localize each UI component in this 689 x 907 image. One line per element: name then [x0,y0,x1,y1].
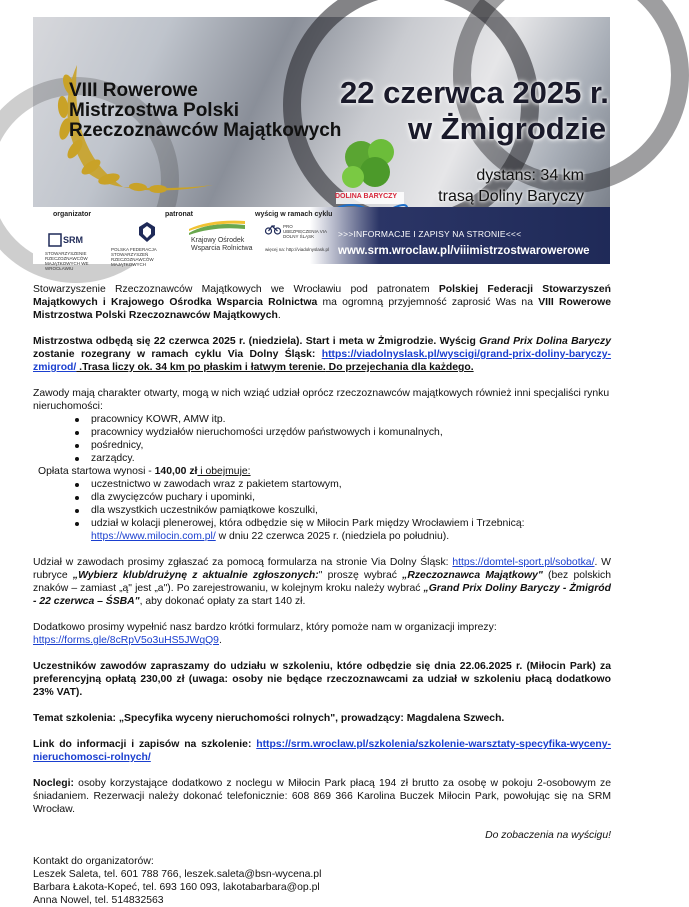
pfsrm-logo-icon [137,221,157,243]
srm-logo-icon [47,231,95,249]
form-text: . [218,635,222,646]
invitation-body [33,283,611,907]
via-logo-text: PRO UBEZPIECZENIA VIA DOLNY ŚLĄSK [283,224,327,239]
club-field-name: „Wybierz klub/drużynę z aktualnie zgłoszonych: [72,570,319,581]
distance-line2: trasą Doliny Baryczy [438,188,584,205]
intro-paragraph [33,283,611,322]
route-for-everyone: Do przejechania dla każdego. [325,362,474,373]
pfsrm-logo-text: POLSKA FEDERACJA STOWARZYSZEŃ RZECZOZNAWCÓW MAJĄTKOWYCH [111,247,157,267]
kowr-logo-text2: Wsparcia Rolnictwa [191,245,253,252]
race-series-label: wyścig w ramach cyklu [255,211,333,218]
race-text: zostanie rozegrany w ramach cyklu Via Dolny Śląsk: [33,349,322,360]
distance-info [438,165,584,207]
sponsor-strip [33,207,610,271]
open-intro: Zawody mają charakter otwarty, mogą w nich wziąć udział oprócz rzeczoznawców majątkowych również inni specjaliści rynku nieruchomości: [33,388,610,412]
kowr-logo-icon [189,221,245,235]
race-text: Mistrzostwa odbędą się 22 czerwca 2025 r. (niedziela). Start i meta w Żmigrodzie. Wyścig [33,336,480,347]
kowr-logo-text1: Krajowy Ośrodek [191,237,245,244]
fee-line [33,465,611,478]
event-date: 22 czerwca 2025 r. [340,75,609,110]
fee-text: Opłata startowa wynosi - [38,466,155,477]
training-link[interactable]: https://srm.wroclaw.pl/szkolenia/szkolenie-warsztaty-specyfika-wyceny-nieruchomosci-rolnych/ [33,739,611,763]
fee-amount: 140,00 zł [154,466,198,477]
form-text: Dodatkowo prosimy wypełnić nasz bardzo krótki formularz, który pomoże nam w organizacji imprezy: [33,622,497,633]
list-item: pracownicy KOWR, AMW itp. [33,413,611,426]
list-item: uczestnictwo w zawodach wraz z pakietem startowym, [33,478,611,491]
training-link-label: Link do informacji i zapisów na szkolenie: [33,739,257,750]
form-paragraph [33,621,611,647]
list-item: dla wszystkich uczestników pamiątkowe koszulki, [33,504,611,517]
patronage-label: patronat [165,211,193,218]
organizer-label: organizator [53,211,92,218]
srm-logo-text: STOWARZYSZENIE RZECZOZNAWCÓW MAJĄTKOWYCH WE WROCŁAWIU [45,251,89,271]
milocin-link[interactable]: https://www.milocin.com.pl/ [91,531,216,542]
via-url-text: więcej na: http://viadolnyslask.pl [265,247,330,252]
training-paragraph: Uczestników zawodów zapraszamy do udziału w szkoleniu, które odbędzie się dnia 22.06.2025 r. (Miłocin Park) za preferencyjną opłatą 230,00 zł (uwaga: osoby nie będące rzeczoznawcami za udział w szkoleniu płacą dodatkowo 23% VAT). [33,661,611,698]
intro-patrons: Polskiej Federacji Stowarzyszeń Majątkowych i Krajowego Ośrodka Wsparcia Rolnictwa [33,284,611,308]
contact-line: Barbara Łakota-Kopeć, tel. 693 160 093, lakotabarbara@op.pl [33,882,320,893]
dolina-baryczy-logo [331,132,409,216]
distance-line1: dystans: 34 km [476,167,584,184]
list-item: dla zwycięzców puchary i upominki, [33,491,611,504]
info-signup-line: >>>INFORMACJE I ZAPISY NA STRONIE<<< [338,229,522,239]
signup-text: . W rubryce [33,557,611,581]
intro-event-name: VIII Rowerowe Mistrzostwa Polski Rzeczoznawców Majątkowych [33,297,611,321]
signup-text: Udział w zawodach prosimy zgłaszać za pomocą formularza na stronie Via Dolny Śląsk: [33,557,453,568]
svg-text:SRM: SRM [63,235,83,245]
list-item: pośrednicy, [33,439,611,452]
event-banner [33,17,610,271]
participants-list [33,413,611,465]
list-item [33,517,611,543]
fee-includes-list [33,478,611,543]
training-topic: Temat szkolenia: „Specyfika wyceny nieruchomości rolnych", prowadzący: Magdalena Szwech. [33,713,505,724]
lodging-paragraph [33,777,611,816]
google-form-link[interactable]: https://forms.gle/8cRpV5o3uHS5JWqQ9 [33,635,219,646]
dinner-date: w dniu 22 czerwca 2025 r. (niedziela po południu). [215,531,450,542]
list-item: pracownicy wydziałów nieruchomości urzędów państwowych i komunalnych, [33,426,611,439]
list-item: zarządcy. [33,452,611,465]
signup-text: , aby dokonać opłaty za start 140 zł. [139,596,306,607]
event-title-line1: VIII Rowerowe [69,80,198,101]
event-title-line2: Mistrzostwa Polski [69,100,239,121]
fee-includes: i obejmuje: [197,466,251,477]
lodging-text: osoby korzystające dodatkowo z noclegu w Miłocin Park płacą 194 zł brutto za osobę w pokoju 2-osobowym ze śniadaniem. Rezerwacji należy dokonać telefonicznie: 608 869 366 Karolina Buczek Miłocin Park, powołując się na SRM Wrocław. [33,778,611,815]
intro-text: Stowarzyszenie Rzeczoznawców Majątkowych we Wrocławiu pod patronatem [33,284,439,295]
route-info: .Trasa liczy ok. 34 km po płaskim i łatwym terenie. [76,362,326,373]
event-title-line3: Rzeczoznawców Majątkowych [69,120,342,141]
dolina-baryczy-logo-text: DOLINA BARYCZY [335,193,398,200]
signup-paragraph [33,556,611,608]
intro-text: . [277,310,281,321]
contact-heading: Kontakt do organizatorów: [33,856,154,867]
training-link-paragraph [33,738,611,764]
closing-line: Do zobaczenia na wyścigu! [485,830,611,841]
intro-text: ma ogromną przyjemność zaprosić Was na [317,297,539,308]
bicycle-icon [265,223,281,235]
club-value: „Rzeczoznawca Majątkowy" [402,570,543,581]
race-name: Grand Prix Dolina Baryczy [479,336,611,347]
event-location: w Żmigrodzie [408,111,607,146]
signup-text: (bez polskich znaków – zamiast „ą" jest „a"). Po zarejestrowaniu, w kolejnym kroku należy wybrać [33,570,611,594]
contact-line: Leszek Saleta, tel. 601 788 766, leszek.saleta@bsn-wycena.pl [33,869,322,880]
race-paragraph [33,335,611,374]
lodging-label: Noclegi: [33,778,74,789]
dinner-text: udział w kolacji plenerowej, która odbędzie się w Miłocin Park między Wrocławiem i Trzebnicą: [91,518,525,529]
info-url-link[interactable]: www.srm.wroclaw.pl/viiimistrzostwarowerowe [338,245,590,257]
domtel-signup-link[interactable]: https://domtel-sport.pl/sobotka/ [452,557,595,568]
race-option: „Grand Prix Doliny Baryczy - Żmigród - 22 czerwca – ŚSBA" [33,583,611,607]
contact-line: Anna Nowel, tel. 514832563 [33,895,164,906]
via-race-link[interactable]: https://viadolnyslask.pl/wyscigi/grand-prix-doliny-baryczy-zmigrod/ [33,349,611,373]
signup-text: " proszę wybrać [318,570,403,581]
